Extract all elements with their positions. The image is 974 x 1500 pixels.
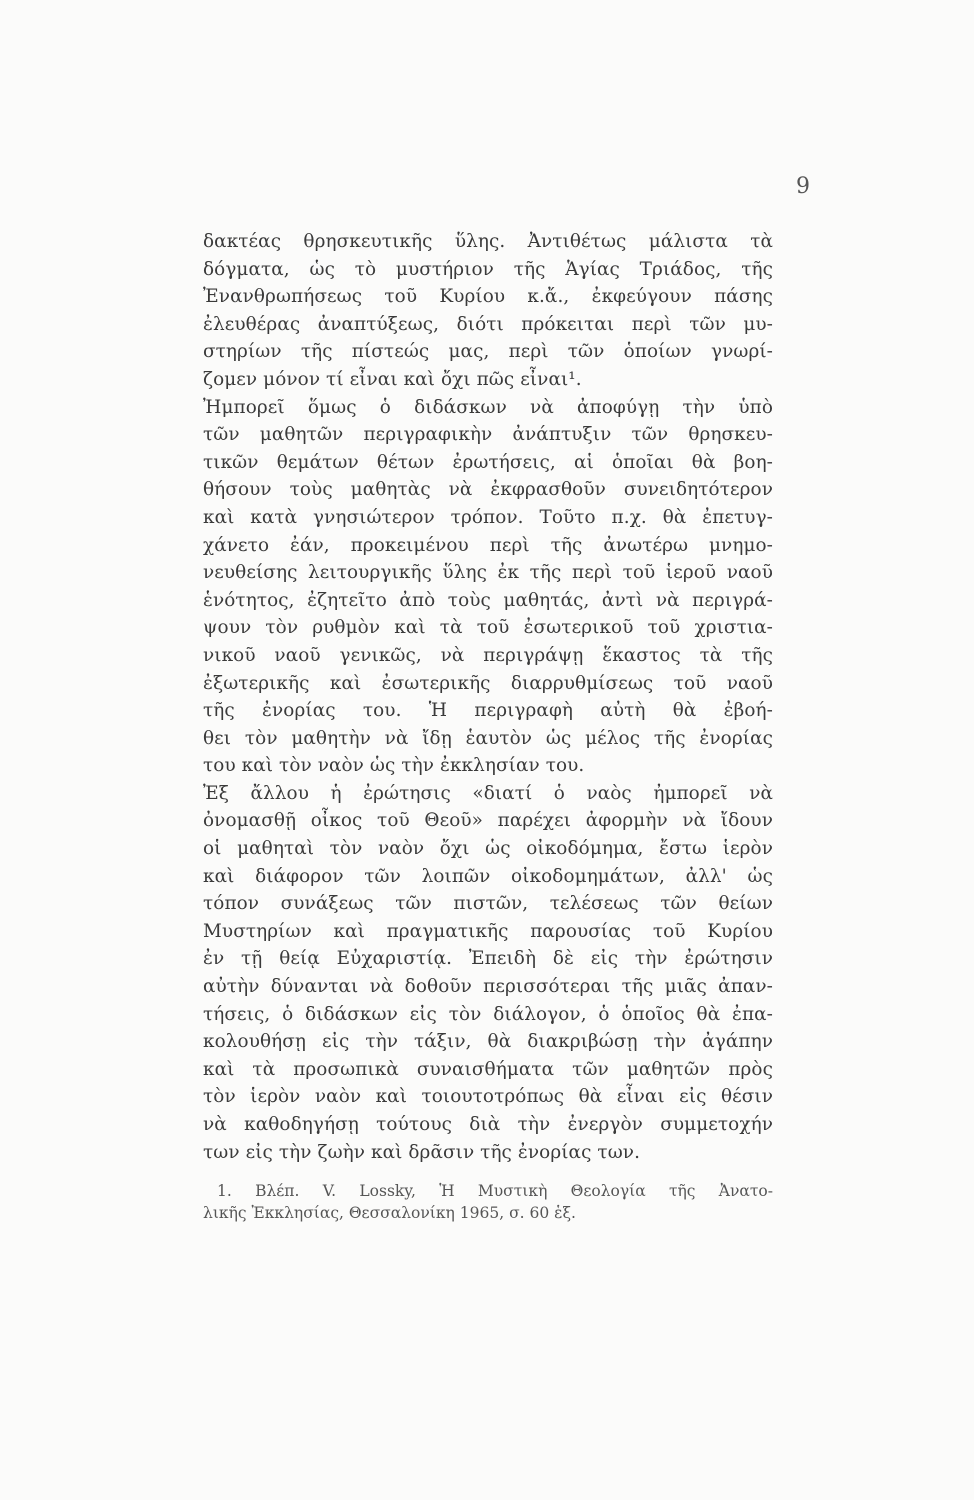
text-line: Ἐνανθρωπήσεως τοῦ Κυρίου κ.ἄ., ἐκφεύγουν πάσης <box>203 286 773 308</box>
text-line: καὶ διάφορον τῶν λοιπῶν οἰκοδομημάτων, ἀλλ' ὡς <box>203 865 773 887</box>
text-line: των εἰς τὴν ζωὴν καὶ δρᾶσιν τῆς ἐνορίας των. <box>203 1141 641 1163</box>
footnote-line: λικῆς Ἐκκλησίας, Θεσσαλονίκη 1965, σ. 60 ἑξ. <box>203 1204 576 1223</box>
footnote-line: 1. Βλέπ. V. Lossky, Ἡ Μυστικὴ Θεολογία τῆς Ἀνατο- <box>217 1182 773 1201</box>
text-line: καὶ κατὰ γνησιώτερον τρόπον. Τοῦτο π.χ. θὰ ἐπετυγ- <box>203 506 773 528</box>
text-line: καὶ τὰ προσωπικὰ συναισθήματα τῶν μαθητῶν πρὸς <box>203 1058 773 1080</box>
text-line: τόπον συνάξεως τῶν πιστῶν, τελέσεως τῶν θείων <box>203 893 773 915</box>
text-line: τῶν μαθητῶν περιγραφικὴν ἀνάπτυξιν τῶν θρησκευ- <box>203 424 773 446</box>
text-line: κολουθήσῃ εἰς τὴν τάξιν, θὰ διακριβώσῃ τὴν ἀγάπην <box>203 1031 773 1053</box>
text-line: δακτέας θρησκευτικῆς ὕλης. Ἀντιθέτως μάλιστα τὰ <box>203 231 773 252</box>
text-line: ἐξωτερικῆς καὶ ἐσωτερικῆς διαρρυθμίσεως τοῦ ναοῦ <box>203 672 773 694</box>
text-line: στηρίων τῆς πίστεώς μας, περὶ τῶν ὁποίων γνωρί- <box>203 341 773 363</box>
text-line: τικῶν θεμάτων θέτων ἐρωτήσεις, αἱ ὁποῖαι θὰ βοη- <box>203 451 773 473</box>
text-line: θει τὸν μαθητὴν νὰ ἴδῃ ἑαυτὸν ὡς μέλος τῆς ἐνορίας <box>203 727 773 749</box>
text-line: αὐτὴν δύνανται νὰ δοθοῦν περισσότεραι τῆς μιᾶς ἀπαν- <box>203 976 773 998</box>
text-line: θήσουν τοὺς μαθητὰς νὰ ἐκφρασθοῦν συνειδητότερον <box>203 479 773 501</box>
body-text <box>203 228 773 1224</box>
text-line: οἱ μαθηταὶ τὸν ναὸν ὄχι ὡς οἰκοδόμημα, ἔστω ἱερὸν <box>203 838 773 860</box>
text-line: ἑνότητος, ἐζητεῖτο ἀπὸ τοὺς μαθητάς, ἀντὶ νὰ περιγρά- <box>203 589 773 611</box>
text-line: ψουν τὸν ρυθμὸν καὶ τὰ τοῦ ἐσωτερικοῦ τοῦ χριστια- <box>203 617 773 639</box>
text-line: νευθείσης λειτουργικῆς ὕλης ἐκ τῆς περὶ τοῦ ἱεροῦ ναοῦ <box>203 562 773 584</box>
footnote <box>203 1180 773 1224</box>
page-number: 9 <box>796 174 810 199</box>
text-line: Ἐξ ἄλλου ἡ ἐρώτησις «διατί ὁ ναὸς ἠμπορεῖ νὰ <box>203 782 773 804</box>
text-line: νὰ καθοδηγήσῃ τούτους διὰ τὴν ἐνεργὸν συμμετοχήν <box>203 1114 773 1135</box>
text-line: τῆς ἐνορίας του. Ἡ περιγραφὴ αὐτὴ θὰ ἐβοή- <box>203 700 773 722</box>
text-line: ἐν τῇ θείᾳ Εὐχαριστίᾳ. Ἐπειδὴ δὲ εἰς τὴν ἐρώτησιν <box>203 948 773 970</box>
text-line: τὸν ἱερὸν ναὸν καὶ τοιουτοτρόπως θὰ εἶναι εἰς θέσιν <box>203 1086 773 1108</box>
text-line: δόγματα, ὡς τὸ μυστήριον τῆς Ἁγίας Τριάδος, τῆς <box>203 258 773 280</box>
text-line: Μυστηρίων καὶ πραγματικῆς παρουσίας τοῦ Κυρίου <box>203 920 773 942</box>
text-line: Ἠμπορεῖ ὅμως ὁ διδάσκων νὰ ἀποφύγῃ τὴν ὑπὸ <box>203 396 773 418</box>
text-line: ἐλευθέρας ἀναπτύξεως, διότι πρόκειται περὶ τῶν μυ- <box>203 313 773 335</box>
text-line: ὀνομασθῇ οἶκος τοῦ Θεοῦ» παρέχει ἀφορμὴν νὰ ἴδουν <box>203 810 773 832</box>
text-line: του καὶ τὸν ναὸν ὡς τὴν ἐκκλησίαν του. <box>203 755 585 777</box>
text-line: ζομεν μόνον τί εἶναι καὶ ὄχι πῶς εἶναι¹. <box>203 368 582 390</box>
text-line: τήσεις, ὁ διδάσκων εἰς τὸν διάλογον, ὁ ὁποῖος θὰ ἐπα- <box>203 1003 773 1025</box>
text-line: χάνετο ἐάν, προκειμένου περὶ τῆς ἀνωτέρω μνημο- <box>203 534 773 556</box>
text-line: νικοῦ ναοῦ γενικῶς, νὰ περιγράψῃ ἕκαστος τὰ τῆς <box>203 644 773 666</box>
